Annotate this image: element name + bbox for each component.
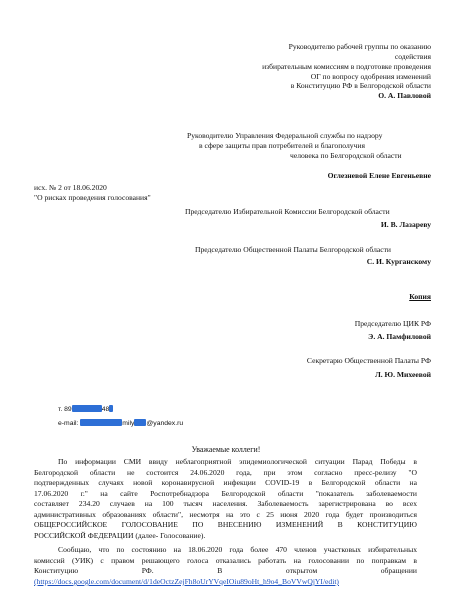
paragraph-line: Сообщаю, что по состоянию на 18.06.2020 года более 470 членов участковых избирательных — [58, 545, 417, 554]
paragraph-line: административных образованиях области", несмотря на это с 25 июня 2020 года будет производиться — [34, 510, 417, 519]
recipient-line: в Конституцию РФ в Белгородской области — [290, 81, 431, 91]
paragraph-line: Конституцию РФ. В открытом обращении — [34, 566, 417, 575]
recipient-line: Председателю Избирательной Комиссии Белгородской области — [185, 207, 390, 216]
contact-email: e-mail: mily @yandex.ru — [58, 420, 184, 427]
recipient-line: содействия — [394, 51, 431, 61]
recipient-name: Э. А. Памфиловой — [368, 332, 431, 341]
paragraph-line: РОССИЙСКОЙ ФЕДЕРАЦИИ (далее- Голосование). — [34, 531, 206, 540]
recipient-name: Оглезневой Елене Евгеньевне — [327, 171, 431, 180]
redaction-mark — [80, 419, 122, 426]
letter-subject: "О рисках проведения голосования" — [34, 193, 151, 202]
google-docs-link[interactable]: (https://docs.google.com/document/d/1deOctzZejFh8oUrYVqeIOiu89oHt_h9o4_BoVVwQjYI/edit) — [34, 577, 339, 586]
contact-phone: т. 89 48 — [58, 405, 113, 415]
recipient-name: Л. Ю. Михеевой — [375, 370, 431, 379]
recipient-line: Председателю ЦИК РФ — [354, 319, 431, 328]
greeting: Уважаемые коллеги! — [191, 445, 261, 454]
redaction-mark — [72, 405, 102, 412]
document-link[interactable] — [34, 577, 339, 587]
recipient-name: С. И. Курганскому — [366, 257, 431, 266]
outgoing-number: исх. № 2 от 18.06.2020 — [34, 183, 107, 192]
recipient-line: Секретарю Общественной Палаты РФ — [306, 356, 431, 365]
recipient-name: О. А. Павловой — [378, 91, 431, 101]
recipient-line: Председателю Общественной Палаты Белгородской области — [195, 245, 391, 254]
paragraph-line: Белгородской области не состоится 24.06.2020 года, при этом согласно пресс-релизу "О — [34, 468, 417, 477]
recipient-line: Руководителю Управления Федеральной службы по надзору — [187, 131, 383, 140]
recipient-block-2 — [187, 131, 402, 161]
redaction-mark — [134, 419, 146, 426]
recipient-name: И. В. Лазареву — [380, 220, 431, 229]
recipient-line: в сфере защиты прав потребителей и благополучия — [199, 140, 365, 150]
paragraph-line: комиссий (УИК) с правом решающего голоса отказались работать на голосовании по поправкам в — [34, 556, 417, 565]
paragraph-line: подтвержденных случаях новой коронавирусной инфекции COVID-19 в Белгородской области на — [34, 478, 417, 487]
copy-label: Копия — [409, 292, 431, 301]
paragraph-line: 17.06.2020 г." на сайте Роспотребнадзора Белгородской области "показатель заболеваемости — [34, 489, 417, 498]
recipient-line: ОГ по вопросу одобрения изменений — [310, 71, 431, 81]
paragraph-line: составляет 234.20 случаев на 100 тысяч населения. Заболеваемость зарегистрирована во всех — [34, 499, 417, 508]
redaction-mark — [109, 405, 113, 412]
recipient-line: человека по Белгородской области — [290, 150, 402, 160]
recipient-block-1 — [262, 42, 431, 101]
recipient-line: избирательным комиссиям в подготовке проведения — [262, 61, 431, 71]
recipient-line: Руководителю рабочей группы по оказанию — [288, 42, 431, 51]
paragraph-line: По информации СМИ ввиду неблагоприятной эпидемиологической ситуации Парад Победы в — [58, 457, 417, 466]
paragraph-line: ОБЩЕРОССИЙСКОЕ ГОЛОСОВАНИЕ ПО ВНЕСЕНИЮ ИЗМЕНЕНИЙ В КОНСТИТУЦИЮ — [34, 520, 417, 529]
